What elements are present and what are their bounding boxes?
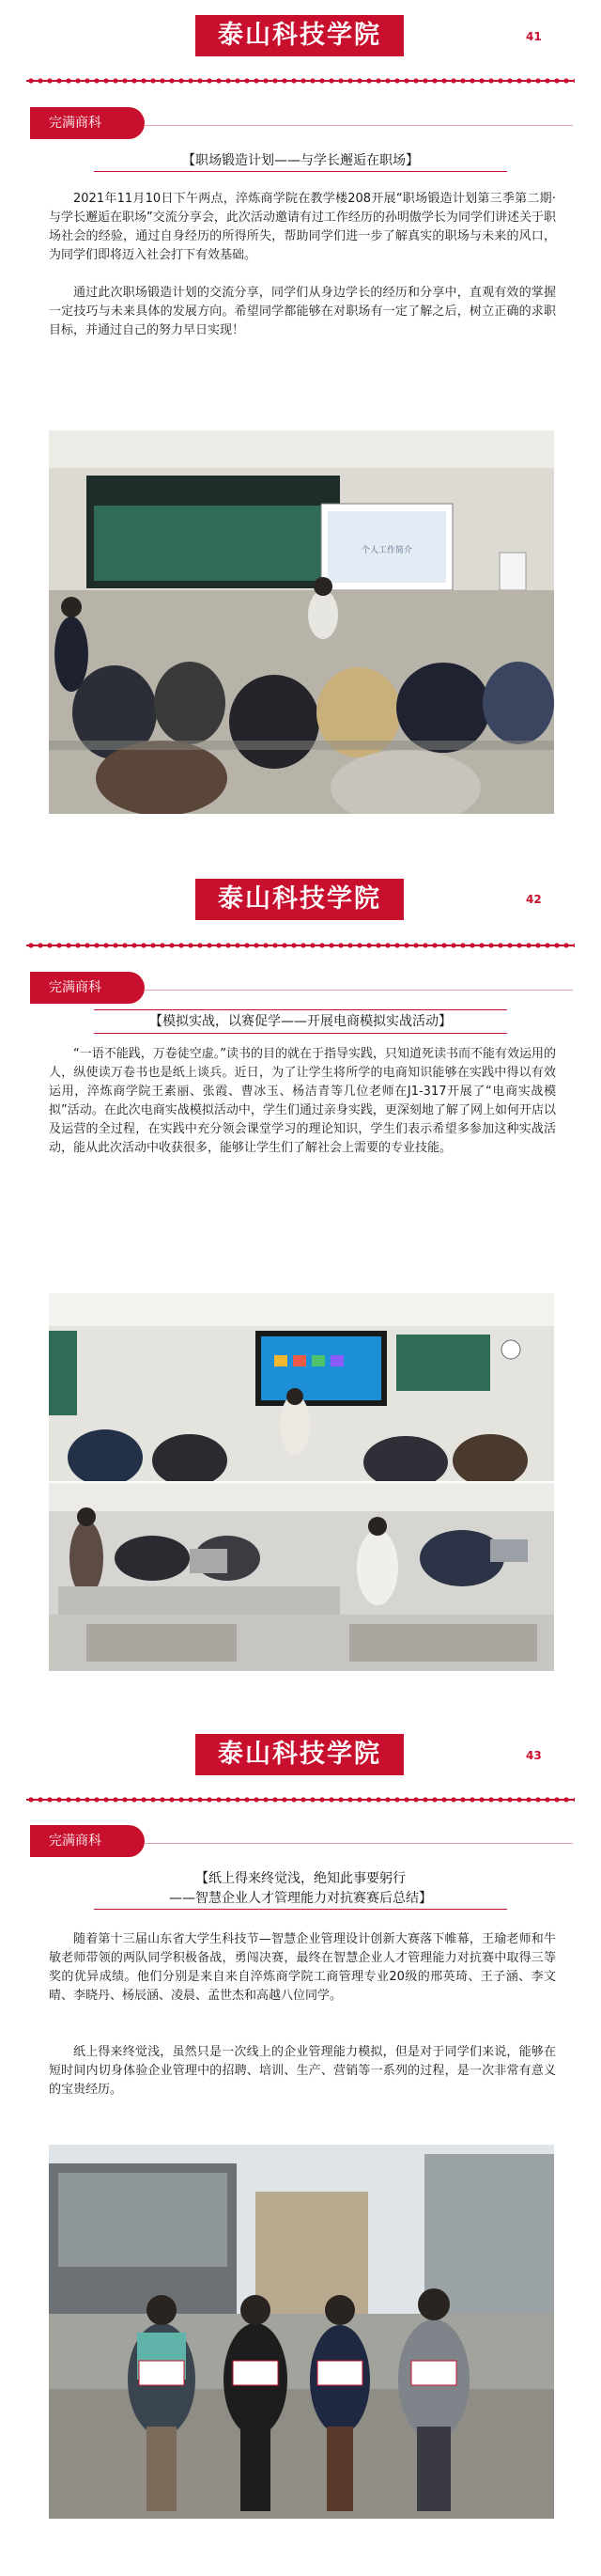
event-photo-classroom: [49, 1293, 554, 1481]
event-photo-classroom: [49, 430, 554, 814]
page-number: 41: [526, 30, 542, 43]
photo-illustration: [49, 2145, 554, 2519]
page-header-banner: 泰山科技学院: [195, 1734, 404, 1775]
event-photo-students-computers: [49, 1483, 554, 1671]
page-number: 42: [526, 893, 542, 906]
article-title: 【模拟实战，以赛促学——开展电商模拟实战活动】: [94, 1009, 507, 1034]
event-photo-award-group: [49, 2145, 554, 2519]
dotted-divider: [26, 942, 575, 949]
article-title: 【职场锻造计划——与学长邂逅在职场】: [94, 150, 507, 172]
dotted-divider: [26, 77, 575, 85]
article-paragraph: 纸上得来终觉浅，虽然只是一次线上的企业管理能力模拟，但是对于同学们来说，能够在短时间内切身体验企业管理中的招聘、培训、生产、营销等一系列的过程，是一次非常有意义的宝贵经历。: [49, 2045, 556, 2097]
section-tag: 完满商科: [30, 1825, 145, 1857]
article-paragraph: 2021年11月10日下午两点，淬炼商学院在教学楼208开展“职场锻造计划第三季第二期·与学长邂逅在职场”交流分享会，此次活动邀请有过工作经历的孙明傲学长为同学们讲述关于职场社会的经验，通过自身经历的所得所失，帮助同学们进一步了解真实的职场与未来的风口，为同学们即将迈入社会打下有效基础。: [49, 192, 556, 262]
dotted-divider: [26, 1796, 575, 1803]
section-tag: 完满商科: [30, 972, 145, 1004]
tag-rule: [145, 990, 573, 991]
article-paragraph: 通过此次职场锻造计划的交流分享，同学们从身边学长的经历和分享中，直观有效的掌握一定技巧与未来具体的发展方向。希望同学都能够在对职场有一定了解之后，树立正确的求职目标，并通过自己的努力早日实现！: [49, 286, 556, 337]
screen-text: 个人工作简介: [361, 546, 413, 555]
page-header-banner: 泰山科技学院: [195, 879, 404, 920]
article-paragraph: 随着第十三届山东省大学生科技节—智慧企业管理设计创新大赛落下帷幕，王瑜老师和牛敏老师带领的两队同学积极备战，勇闯决赛，最终在智慧企业人才管理能力对抗赛中取得三等奖的优异成绩。他们分别是来自来自淬炼商学院工商管理专业20级的邢英琦、王子涵、李文晴、李晓丹、杨辰涵、凌晨、孟世杰和高越八位同学。: [49, 1932, 556, 2003]
article-paragraph: “一语不能践，万卷徒空虚。”读书的目的就在于指导实践，只知道死读书而不能有效运用的人，纵使读万卷书也是纸上谈兵。近日，为了让学生将所学的电商知识能够在实践中得以有效运用，淬炼商学院王素丽、张霞、曹冰玉、杨洁青等几位老师在J1-317开展了“电商实战模拟”活动。在此次电商实战模拟活动中，学生们通过亲身实践，更深刻地了解了网上如何开店以及运营的全过程，在实践中充分领会课堂学习的理论知识，学生们表示希望多参加这种实战活动，能从此次活动中收获很多，能够让学生们了解社会上需要的专业技能。: [49, 1047, 556, 1155]
page-number: 43: [526, 1749, 542, 1762]
article-title-line2: ——智慧企业人才管理能力对抗赛赛后总结】: [94, 1888, 507, 1910]
article-title-line1: 【纸上得来终觉浅，绝知此事要躬行: [195, 1871, 406, 1886]
tag-rule: [145, 125, 573, 126]
section-tag: 完满商科: [30, 107, 145, 139]
photo-illustration: [49, 1483, 554, 1671]
page-header-banner: 泰山科技学院: [195, 15, 404, 56]
photo-illustration: [49, 430, 554, 814]
tag-rule: [145, 1843, 573, 1844]
photo-illustration: [49, 1293, 554, 1481]
